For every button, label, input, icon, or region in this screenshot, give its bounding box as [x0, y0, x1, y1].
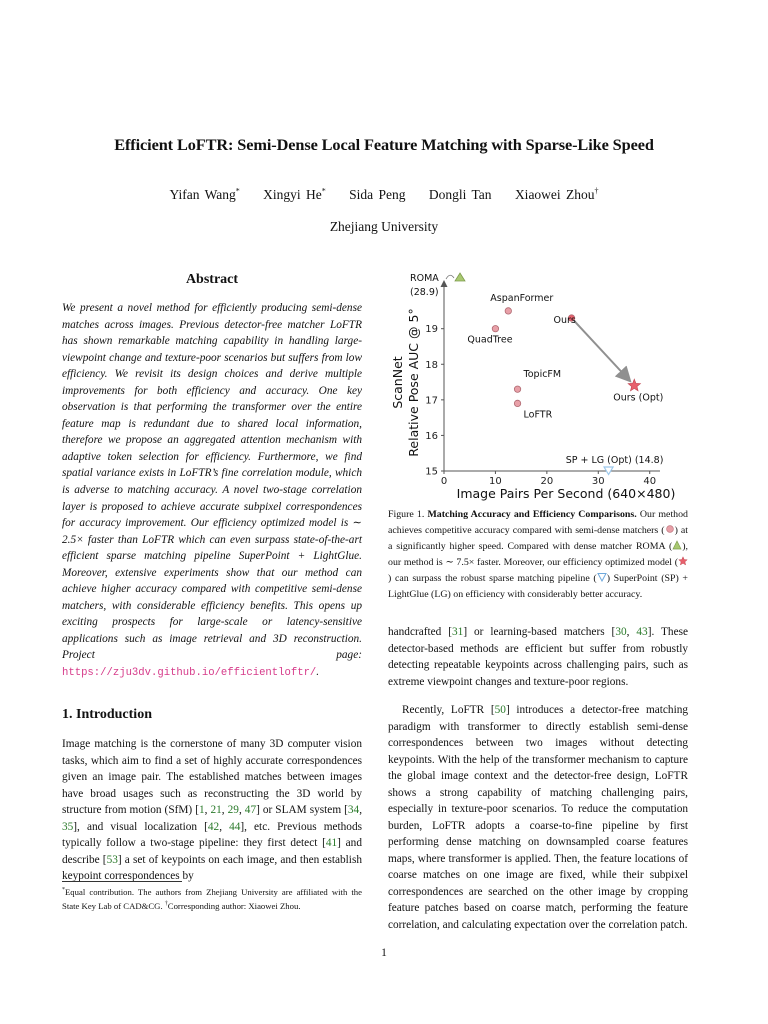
- intro-paragraph: [62, 736, 362, 885]
- footnote-mark: †: [164, 901, 168, 908]
- x-tick-label: 30: [591, 476, 605, 487]
- body-text: Recently, LoFTR [: [402, 704, 495, 716]
- separator: ,: [204, 804, 211, 816]
- y-tick-label: 17: [425, 395, 438, 407]
- caption-label: Figure 1.: [388, 509, 428, 520]
- author-name: Xingyi He: [263, 186, 322, 202]
- data-label: QuadTree: [467, 334, 513, 346]
- author-list: [40, 186, 728, 203]
- citation-link[interactable]: 34: [347, 804, 360, 816]
- intro-text: ] or SLAM system [: [256, 804, 348, 816]
- x-tick-label: 10: [489, 476, 502, 487]
- citation-link[interactable]: 21: [210, 804, 222, 816]
- author-mark: *: [235, 186, 240, 195]
- citation-link[interactable]: 30: [615, 626, 627, 638]
- separator: ,: [238, 804, 245, 816]
- author: [349, 187, 405, 202]
- intro-text: ] and describe [: [62, 837, 362, 866]
- roma-marker-icon: [672, 540, 682, 550]
- y-axis-arrowhead: [441, 280, 448, 287]
- project-page-link[interactable]: https://zju3dv.github.io/efficientloftr/: [62, 667, 317, 680]
- x-tick-label: 0: [440, 476, 448, 487]
- author: [429, 187, 492, 202]
- quadtree-point: [492, 325, 498, 331]
- page-number: 1: [381, 947, 387, 959]
- semi-dense-marker-icon: [665, 524, 675, 534]
- y-axis-label-line2: Relative Pose AUC @ 5°: [406, 308, 421, 457]
- abstract-section: [62, 272, 362, 682]
- figure-1: [388, 272, 688, 504]
- data-label: TopicFM: [523, 369, 562, 381]
- citation-link[interactable]: 41: [325, 837, 338, 849]
- roma-point: [455, 273, 465, 281]
- aspanformer-point: [505, 308, 511, 314]
- citation-link[interactable]: 43: [636, 626, 648, 638]
- paper-title: Efficient LoFTR: Semi-Dense Local Feature Matching with Sparse-Like Speed: [114, 135, 654, 154]
- body-paragraph: [388, 702, 688, 933]
- footnote-text: Equal contribution. The authors from Zhejiang University are affiliated with the State Key Lab of CAD&CG.: [62, 886, 362, 912]
- sparse-marker-icon: [597, 572, 607, 582]
- intro-text: ], and visual localization [: [73, 820, 208, 833]
- citation-link[interactable]: 29: [227, 804, 239, 816]
- body-text: handcrafted [: [388, 626, 453, 638]
- intro-text: ], etc. Previous methods typically follow a two-stage pipeline: they first detect [: [62, 820, 362, 849]
- citation-link[interactable]: 35: [62, 820, 74, 833]
- axis-break-mark: [446, 275, 454, 279]
- footnote-mark: *: [62, 887, 65, 893]
- intro-text: Image matching is the cornerstone of many 3D computer vision tasks, which aim to find a set of highly accurate correspondences given an image pair. The established matches between images have broad usages such as reconstructing the 3D world by structure from motion (SfM) [: [62, 738, 362, 816]
- scatter-chart: [388, 272, 688, 504]
- roma-value-label: (28.9): [410, 287, 439, 298]
- body-text: ] introduces a detector-free matching paradigm with transformer to directly establish semi-dense correspondences between two images without detecting keypoints. With the help of the transformer mechanism to capture the global image context and the detector-free design, LoFTR shows a strong capability of matching challenging pairs, especially in texture-poor scenarios. To reduce the computation burden, LoFTR adopts a coarse-to-fine pipeline by first performing dense matching on downsampled coarse features maps, where transformer is applied. Then, the feature locations of coarse matches on one image are fixed, while their subpixel correspondences are searched on the other image by cropping feature patches based on coarse match, performing the feature correlation, and calculating expectation over the correlation patch.: [388, 704, 688, 931]
- author-name: Sida Peng: [349, 186, 406, 202]
- author-name: Xiaowei Zhou: [514, 186, 595, 202]
- data-label: AspanFormer: [490, 292, 554, 304]
- author: [263, 187, 326, 202]
- abstract-body: [62, 300, 362, 682]
- data-label: LoFTR: [523, 409, 553, 421]
- author: [515, 187, 599, 202]
- separator: ,: [359, 804, 363, 816]
- right-column-body: [388, 624, 688, 933]
- caption-text: ), our method is ∼ 7.5× faster. Moreover, our efficiency optimized model (: [388, 540, 688, 568]
- citation-link[interactable]: 50: [494, 704, 506, 716]
- affiliation: Zhejiang University: [329, 219, 439, 234]
- body-text: ]. These detector-based methods are efficient but suffer from robustly detecting repeatable keypoints across challenging pairs, such as extreme viewpoint changes and texture-poor regions.: [388, 626, 688, 688]
- footnote-text: Corresponding author: Xiaowei Zhou.: [167, 901, 301, 912]
- caption-text: ) can surpass the robust sparse matching pipeline (: [388, 572, 597, 584]
- roma-label: ROMA: [410, 273, 439, 284]
- citation-link[interactable]: 47: [244, 804, 257, 816]
- loftr-point: [514, 400, 520, 406]
- citation-link[interactable]: 53: [106, 853, 118, 866]
- abstract-text: We present a novel method for efficiently producing semi-dense matches across images. Previous detector-free matcher LoFTR has shown remarkable matching capability in handling large-viewpoint change and texture-poor scenarios but suffers from low efficiency. We revisit its design choices and derive multiple improvements for both efficiency and accuracy. One key observation is that performing the transformer over the entire feature map is redundant due to shared local information, therefore we propose an aggregated attention mechanism with adaptive token selection for efficiency. Furthermore, we find spatial variance exists in LoFTR’s fine correlation module, which is adverse to matching accuracy. A novel two-stage correlation layer is proposed to achieve accurate subpixel correspondences for accuracy improvement. Our efficiency optimized model is ∼ 2.5× faster than LoFTR which can even surpass state-of-the-art efficient sparse matching pipeline SuperPoint + LightGlue. Moreover, extensive experiments show that our method can achieve higher accuracy compared with competitive semi-dense matchers, with considerable efficiency benefits. This opens up exciting prospects for large-scale or latency-sensitive applications such as image retrieval and 3D reconstruction. Project page:: [62, 302, 362, 662]
- data-label: Ours (Opt): [613, 392, 664, 404]
- separator: ,: [221, 804, 228, 816]
- abstract-end: .: [316, 666, 320, 679]
- section-heading: 1. Introduction: [62, 707, 152, 722]
- citation-link[interactable]: 31: [452, 626, 464, 638]
- data-label: SP + LG (Opt) (14.8): [565, 455, 664, 466]
- citation-link[interactable]: 1: [198, 804, 205, 816]
- separator: ,: [219, 820, 230, 833]
- x-tick-label: 40: [643, 476, 657, 487]
- y-tick-label: 16: [425, 430, 438, 442]
- caption-title: Matching Accuracy and Efficiency Comparisons.: [427, 509, 637, 520]
- improvement-arrow: [574, 321, 629, 380]
- author-mark: *: [321, 186, 326, 195]
- topicfm-point: [514, 386, 520, 392]
- citation-link[interactable]: 42: [207, 820, 220, 833]
- abstract-heading: Abstract: [185, 272, 239, 287]
- x-axis-label: Image Pairs Per Second (640×480): [456, 486, 676, 501]
- citation-link[interactable]: 44: [229, 820, 241, 833]
- data-label: Ours: [553, 315, 576, 327]
- y-tick-label: 19: [425, 324, 438, 336]
- author: [169, 187, 239, 202]
- x-tick-label: 20: [540, 476, 554, 487]
- caption-text: ) SuperPoint (SP) + LightGlue (LG) on efficiency with considerably better accuracy.: [388, 572, 689, 600]
- y-tick-label: 15: [425, 466, 438, 478]
- figure-caption: [388, 507, 688, 602]
- caption-text: Our method achieves competitive accuracy compared with semi-dense matchers (: [388, 509, 688, 536]
- ours-opt-point: [628, 379, 640, 391]
- footnote-rule: [62, 881, 182, 882]
- y-tick-label: 18: [425, 359, 438, 371]
- body-text: ] or learning-based matchers [: [463, 626, 616, 638]
- footnote: [62, 884, 362, 913]
- author-name: Dongli Tan: [428, 186, 492, 202]
- author-name: Yifan Wang: [169, 186, 236, 202]
- body-paragraph: [388, 624, 688, 690]
- author-mark: †: [594, 186, 599, 195]
- intro-text: ] a set of keypoints on each image, and then establish keypoint correspondences by: [62, 853, 362, 882]
- y-axis-label-line1: ScanNet: [390, 356, 405, 409]
- separator: ,: [626, 626, 637, 638]
- star-marker-icon: [678, 556, 688, 566]
- caption-text: ) at a significantly higher speed. Compared with dense matcher ROMA (: [388, 524, 688, 552]
